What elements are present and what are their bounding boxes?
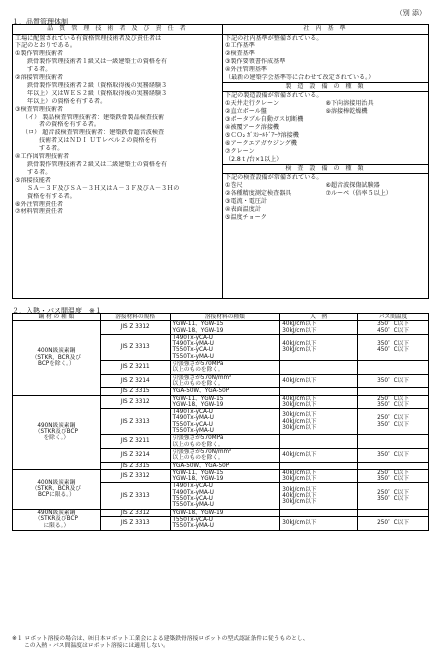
table-row xyxy=(13,321,429,335)
interpass-temp-cell xyxy=(358,483,429,509)
footnote-line: この入熱・パス間温度はロボット溶接には適用しない。 xyxy=(24,643,169,649)
heat-input-cell xyxy=(280,321,358,335)
equipment-item: ③ポータブル自動ガス切断機 xyxy=(225,116,304,124)
standard-cell: JIS Z 3211 xyxy=(100,435,170,449)
standard-cell: JIS Z 3313 xyxy=(100,516,170,530)
inspection-item: ③電流・電圧計 xyxy=(225,197,268,205)
material-cell xyxy=(170,321,280,335)
material-line: YGW-18、YGW-19 xyxy=(172,401,224,408)
standard-cell: JIS Z 3214 xyxy=(100,448,170,462)
steel-type-cell xyxy=(13,321,101,395)
interpass-temp-value: 250゜C以下 xyxy=(377,520,409,527)
interpass-temp-value: 450゜C以下 xyxy=(377,327,409,334)
heat-input-cell xyxy=(280,435,358,449)
interpass-temp-value: 350゜C以下 xyxy=(377,377,409,384)
standard-cell: JIS Z 3315 xyxy=(100,388,170,395)
material-line: T550Tx-yCA-U xyxy=(172,516,213,523)
engineer-line: ＳＡ－３Ｆ及びＳＡ－３Ｈ又はＡ－３Ｆ及びＡ－３Ｈの xyxy=(27,184,180,192)
standard-line: 下記の社内基準が整備されている。 xyxy=(225,34,323,42)
material-line: T490Tx-yMA-U xyxy=(172,489,214,496)
material-line: YGW-11、YGW-15 xyxy=(172,469,224,476)
heat-input-value: 30kJ/cm以下 xyxy=(282,476,317,483)
material-cell xyxy=(170,435,280,449)
material-line: T550Tx-yMA-U xyxy=(172,353,214,360)
engineer-line: する者。 xyxy=(27,168,52,176)
engineer-line: （イ） 製品検査管理技術者：建築鉄骨製品検査技術 xyxy=(22,113,165,121)
standard-cell: JIS Z 3211 xyxy=(100,361,170,375)
heat-input-value: 30kJ/cm以下 xyxy=(282,499,317,506)
interpass-temp-value: 250゜C以下 xyxy=(377,469,409,476)
inspection-item: ⑦ルーペ（倍率５以上） xyxy=(325,189,392,197)
heat-input-cell xyxy=(280,395,358,409)
material-line: 引張強さが570MPa xyxy=(172,361,224,368)
engineer-line: する者。 xyxy=(39,145,64,153)
inspection-item: ⑥超音波探傷試験器 xyxy=(325,182,380,189)
material-line: T490Tx-yCA-U xyxy=(172,409,213,416)
engineer-line: ⑦材料管理責任者 xyxy=(15,208,64,216)
inspection-item: ⑤温度チョーク xyxy=(225,213,267,221)
material-cell xyxy=(170,395,280,409)
equipment-row xyxy=(225,156,426,164)
interpass-temp-value: 350゜C以下 xyxy=(377,496,409,503)
steel-type-line: を除く。） xyxy=(43,435,70,442)
steel-type-cell xyxy=(13,469,101,509)
material-line: 以上のものを除く。 xyxy=(172,380,224,387)
steel-type-line: BCPを除く。） xyxy=(38,361,75,368)
standard-line: （最新の建築学会基準等に合わせて改定されている。） xyxy=(225,74,375,82)
material-line: 以上のものを除く。 xyxy=(172,441,224,448)
inspection-intro: 下記の検査設備が常備されている。 xyxy=(225,174,323,182)
interpass-temp-cell xyxy=(358,409,429,435)
engineer-line: 年以上）又はＷＥＳ２級（資格取得後の実務経験３ xyxy=(27,89,168,97)
steel-type-line: BCPに限る。） xyxy=(37,492,75,499)
header-standard: 溶接材料の規格 xyxy=(100,314,170,321)
engineer-line: 鉄骨製作管理技術者２級又は二級建築士の資格を有 xyxy=(27,161,168,168)
equipment-item xyxy=(326,140,427,148)
interpass-temp-value: 350゜C以下 xyxy=(377,476,409,483)
interpass-temp-cell xyxy=(358,374,429,388)
inspection-row xyxy=(225,182,426,190)
steel-type-line: （STKR及びBCP xyxy=(34,429,78,436)
material-cell xyxy=(170,462,280,469)
standard-line: ③製作要領書作成基準 xyxy=(225,58,286,66)
header-material: 溶接材料の種類 xyxy=(170,314,280,321)
equipment-header: 製 造 設 備 の 種 類 xyxy=(223,82,428,93)
material-cell xyxy=(170,361,280,375)
interpass-temp-cell xyxy=(358,462,429,469)
equipment-item: ④被覆アーク溶接機 xyxy=(225,124,280,132)
heat-input-cell xyxy=(280,361,358,375)
material-line: 引張強さが570N/mm² xyxy=(172,374,232,381)
interpass-temp-value: 450゜C以下 xyxy=(377,347,409,354)
equipment-item: （2.8ｔ/台×1以上） xyxy=(225,155,283,163)
material-cell xyxy=(170,409,280,435)
table-row xyxy=(13,509,429,516)
heat-input-cell xyxy=(280,469,358,483)
inspection-row xyxy=(225,206,426,214)
interpass-temp-value: 350゜C以下 xyxy=(377,421,409,428)
interpass-temp-cell xyxy=(358,395,429,409)
material-line: YGW-11、YGW-15 xyxy=(172,321,224,328)
table-header-row xyxy=(13,314,429,321)
material-cell xyxy=(170,516,280,530)
table-row xyxy=(13,469,429,483)
equipment-row xyxy=(225,148,426,156)
heat-input-value: 40kJ/cm以下 xyxy=(282,377,317,384)
header-heat-input: 入 熱 xyxy=(280,314,358,321)
heat-input-value: 30kJ/cm以下 xyxy=(282,401,317,408)
material-line: YGA-50W、YGA-50P xyxy=(172,462,230,469)
equipment-item: ②直立ボール盤 xyxy=(225,108,267,116)
interpass-temp-value: 250゜C以下 xyxy=(377,489,409,496)
equipment-item xyxy=(326,132,427,140)
material-line: T490Tx-yCA-U xyxy=(172,483,213,490)
standard-cell: JIS Z 3312 xyxy=(100,469,170,483)
header-interpass-temp: パス間温度 xyxy=(358,314,429,321)
standards-header: 社 内 基 準 xyxy=(223,25,428,35)
equipment-item: ⑥アークエアガウジング機 xyxy=(225,139,297,147)
engineers-column xyxy=(13,25,223,298)
heat-input-value: 30kJ/cm以下 xyxy=(282,327,317,334)
footnote xyxy=(12,636,432,650)
heat-input-cell xyxy=(280,409,358,435)
engineers-header: 品 質 管 理 技 術 者 及 び 責 任 者 xyxy=(13,25,222,35)
standard-cell: JIS Z 3315 xyxy=(100,462,170,469)
standard-cell: JIS Z 3312 xyxy=(100,509,170,516)
material-line: YGW-18、YGW-19 xyxy=(172,509,224,516)
material-line: T550Tx-yCA-U xyxy=(172,496,213,503)
inspection-header: 検 査 設 備 の 種 類 xyxy=(223,164,428,175)
interpass-temp-cell xyxy=(358,361,429,375)
heat-input-value: 40kJ/cm以下 xyxy=(282,452,317,459)
heat-input-cell xyxy=(280,374,358,388)
heat-input-cell xyxy=(280,509,358,516)
standards-body xyxy=(223,35,428,82)
steel-type-line: 400N級炭素鋼 xyxy=(37,348,76,355)
inspection-item xyxy=(326,206,427,214)
equipment-item xyxy=(326,148,427,156)
heat-input-cell xyxy=(280,462,358,469)
engineer-line: 資格を有する者。 xyxy=(27,192,76,200)
standard-cell: JIS Z 3313 xyxy=(100,483,170,509)
engineer-line: 者の資格を有する者。 xyxy=(39,121,100,129)
equipment-item: ⑨溶接棒乾燥機 xyxy=(325,108,368,116)
heat-input-value: 30kJ/cm以下 xyxy=(282,412,317,419)
heat-input-value: 30kJ/cm以下 xyxy=(282,486,317,493)
interpass-temp-cell xyxy=(358,388,429,395)
heat-input-value: 40kJ/cm以下 xyxy=(282,395,317,402)
equipment-item: ⑦クレーン xyxy=(225,147,255,155)
inspection-item: ②各種精度測定検査器具 xyxy=(225,189,292,197)
interpass-temp-value: 350゜C以下 xyxy=(377,321,409,328)
engineer-line: 下記のとおりである。 xyxy=(15,42,76,50)
equipment-item: ①天井走行クレーン xyxy=(225,100,280,108)
standard-cell: JIS Z 3313 xyxy=(100,409,170,435)
material-line: 引張強さが570MPa xyxy=(172,435,224,442)
interpass-temp-value: 250゜C以下 xyxy=(377,395,409,402)
equipment-row xyxy=(225,140,426,148)
material-line: T490Tx-yMA-U xyxy=(172,415,214,422)
inspection-row xyxy=(225,198,426,206)
heat-input-value: 40kJ/cm以下 xyxy=(282,469,317,476)
material-line: T550Tx-yCA-U xyxy=(172,421,213,428)
steel-type-line: 490N級炭素鋼 xyxy=(37,422,76,429)
engineer-line: ①製作管理技術者 xyxy=(15,50,64,58)
steel-type-line: （STKR，BCR及び xyxy=(31,486,81,493)
equipment-item xyxy=(326,116,427,124)
standards-column xyxy=(223,25,428,298)
heat-input-value: 30kJ/cm以下 xyxy=(282,424,317,431)
material-cell xyxy=(170,374,280,388)
heat-input-table xyxy=(12,313,429,531)
table-row xyxy=(13,395,429,409)
section1-title: １．品質管理体制 xyxy=(12,18,68,26)
material-cell xyxy=(170,448,280,462)
engineer-line: 年以上）の資格を有する者。 xyxy=(27,97,107,105)
heat-input-cell xyxy=(280,448,358,462)
heat-input-value: 40kJ/cm以下 xyxy=(282,341,317,348)
material-cell xyxy=(170,509,280,516)
material-cell xyxy=(170,469,280,483)
material-cell xyxy=(170,334,280,360)
steel-type-line: （STKR及びBCP xyxy=(34,516,78,523)
equipment-intro: 下記の製造設備が常備されている。 xyxy=(225,92,323,100)
material-line: T490Tx-yCA-U xyxy=(172,334,213,341)
equipment-item xyxy=(326,124,427,132)
standard-cell: JIS Z 3214 xyxy=(100,374,170,388)
standard-line: ②検査基準 xyxy=(225,50,255,58)
inspection-item xyxy=(326,214,427,222)
interpass-temp-value: 250゜C以下 xyxy=(377,415,409,422)
steel-type-line: 490N級炭素鋼 xyxy=(37,510,76,517)
standard-line: ①工作基準 xyxy=(225,42,255,50)
material-line: 以上のものを除く。 xyxy=(172,455,224,462)
heat-input-value: 40kJ/cm以下 xyxy=(282,492,317,499)
inspection-row xyxy=(225,214,426,222)
interpass-temp-cell xyxy=(358,334,429,360)
inspection-body xyxy=(223,174,428,221)
heat-input-cell xyxy=(280,483,358,509)
standard-line: ④外注管理基準 xyxy=(225,66,268,74)
engineer-line: する者。 xyxy=(27,66,52,74)
material-line: YGA-50W、YGA-50P xyxy=(172,388,230,395)
equipment-row xyxy=(225,124,426,132)
engineer-line: 鉄骨製作管理技術者２級（資格取得後の実務経験３ xyxy=(27,81,168,89)
material-line: T490Tx-yMA-U xyxy=(172,341,214,348)
inspection-item: ①巻尺 xyxy=(225,182,243,189)
standard-cell: JIS Z 3313 xyxy=(100,334,170,360)
material-line: T550Tx-yMA-U xyxy=(172,428,214,435)
inspection-item: ④表面温度計 xyxy=(225,205,261,213)
material-line: 以上のものを除く。 xyxy=(172,367,224,374)
engineer-line: ③検査管理技術者 xyxy=(15,105,64,113)
material-line: T550Tx-yCA-U xyxy=(172,347,213,354)
inspection-row xyxy=(225,190,426,198)
steel-type-line: （STKR，BCR及び xyxy=(31,354,81,361)
interpass-temp-cell xyxy=(358,469,429,483)
engineers-body xyxy=(13,35,222,217)
heat-input-cell xyxy=(280,516,358,530)
interpass-temp-cell xyxy=(358,516,429,530)
heat-input-cell xyxy=(280,334,358,360)
equipment-item: ⑧下向溶接用治具 xyxy=(325,100,374,108)
interpass-temp-cell xyxy=(358,448,429,462)
heat-input-value: 40kJ/cm以下 xyxy=(282,321,317,328)
section2-title: ２．入熱・パス間温度 ※１ xyxy=(12,307,102,315)
equipment-row xyxy=(225,116,426,124)
heat-input-value: 30kJ/cm以下 xyxy=(282,520,317,527)
material-line: T550Tx-yMA-U xyxy=(172,502,214,509)
equipment-item xyxy=(326,156,427,164)
material-line: T550Tx-yMA-U xyxy=(172,523,214,530)
standard-cell: JIS Z 3312 xyxy=(100,395,170,409)
material-line: YGW-11、YGW-15 xyxy=(172,395,224,402)
header-steel: 鋼 材 の 種 類 xyxy=(13,314,101,321)
material-line: YGW-18、YGW-19 xyxy=(172,327,224,334)
engineer-line: 鉄骨製作管理技術者１級又は一級建築士の資格を有 xyxy=(27,58,168,66)
steel-type-cell xyxy=(13,509,101,530)
heat-input-value: 40kJ/cm以下 xyxy=(282,418,317,425)
material-cell xyxy=(170,483,280,509)
engineer-line: 技術者又はＮＤＩ ＵＴレベル２の資格を有 xyxy=(39,137,157,145)
interpass-temp-value: 350゜C以下 xyxy=(377,341,409,348)
material-line: 引張強さが570N/mm² xyxy=(172,448,232,455)
equipment-body xyxy=(223,92,428,163)
inspection-item xyxy=(326,198,427,206)
attachment-note: （別 添） xyxy=(395,9,426,17)
material-cell xyxy=(170,388,280,395)
engineer-line: ④工作図管理技術者 xyxy=(15,153,70,161)
heat-input-value: 30kJ/cm以下 xyxy=(282,347,317,354)
engineer-line: ⑥外注管理責任者 xyxy=(15,200,64,208)
footnote-line: ※１ ロボット溶接の場合は、㈳日本ロボット工業会による建築鉄骨溶接ロボットの型式認証条件に従うものとし、 xyxy=(12,636,309,642)
heat-input-cell xyxy=(280,388,358,395)
interpass-temp-cell xyxy=(358,509,429,516)
steel-type-line: 400N級炭素鋼 xyxy=(37,479,76,486)
engineer-line: 工場に配置されている有資格管理技術者及び責任者は xyxy=(15,34,162,42)
equipment-item: ⑤ＣＯ₂ ｶﾞｽｼｰﾙﾄﾞｱｰｸ溶接機 xyxy=(225,131,299,139)
equipment-row xyxy=(225,132,426,140)
interpass-temp-value: 350゜C以下 xyxy=(377,401,409,408)
equipment-row xyxy=(225,108,426,116)
interpass-temp-cell xyxy=(358,435,429,449)
interpass-temp-value: 350゜C以下 xyxy=(377,452,409,459)
steel-type-line: に限る。） xyxy=(43,522,70,529)
engineer-line: ⑤溶接技能者 xyxy=(15,176,51,184)
interpass-temp-cell xyxy=(358,321,429,335)
engineer-line: （ロ） 超音波検査管理技術者：建築鉄骨超音波検査 xyxy=(22,129,165,137)
quality-control-box xyxy=(12,24,429,299)
engineer-line: ②溶接管理技術者 xyxy=(15,74,64,82)
material-line: YGW-18、YGW-19 xyxy=(172,476,224,483)
standard-cell: JIS Z 3312 xyxy=(100,321,170,335)
steel-type-cell xyxy=(13,395,101,469)
